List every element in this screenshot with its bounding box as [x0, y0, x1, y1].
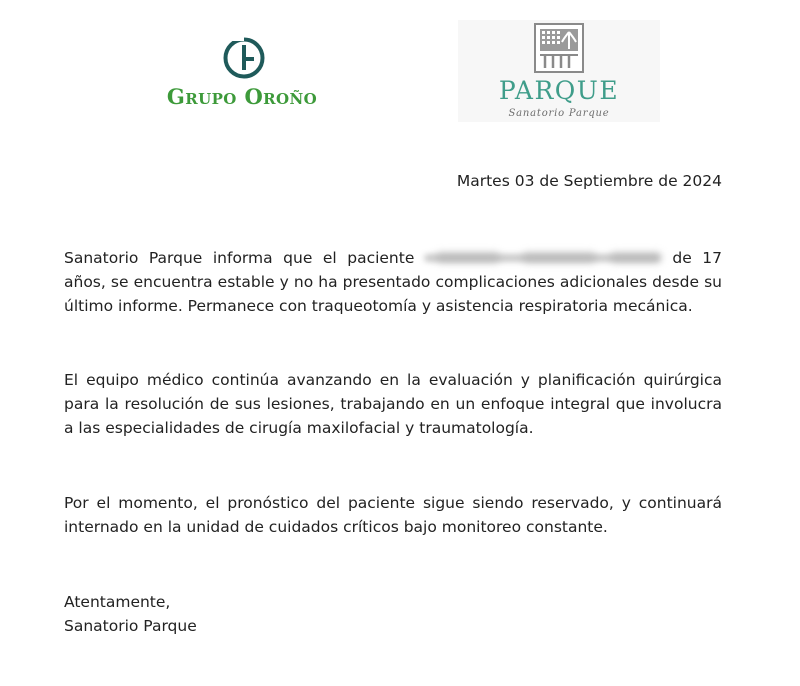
g-circle-logo-icon: [222, 36, 266, 80]
paragraph-patient-status: [64, 246, 722, 318]
closing-salutation: Atentamente,: [64, 593, 171, 611]
sanatorio-parque-logo: [458, 20, 660, 122]
paragraph-1-end: de 17 años, se encuentra estable y no ha presentado complicaciones adicionales desde su último informe. Permanece con traqueotomía y asistencia respiratoria mecánica.: [64, 249, 722, 315]
grupo-orono-logo: [140, 34, 350, 114]
parque-wordmark: PARQUE: [498, 76, 620, 105]
paragraph-prognosis: Por el momento, el pronóstico del paciente sigue siendo reservado, y continuará internado en la unidad de cuidados críticos bajo monitoreo constante.: [64, 494, 722, 536]
redacted-patient-name: [418, 250, 668, 265]
grupo-orono-wordmark: Grupo Oroño: [166, 84, 318, 109]
paragraph-1-start: Sanatorio Parque informa que el paciente: [64, 249, 415, 267]
letter-closing: [64, 590, 197, 638]
signature: Sanatorio Parque: [64, 617, 197, 635]
parque-subtitle: Sanatorio Parque: [508, 108, 610, 119]
building-logo-icon: [533, 22, 585, 74]
paragraph-medical-team: El equipo médico continúa avanzando en la evaluación y planificación quirúrgica para la resolución de sus lesiones, trabajando en un enfoque integral que involucra a las especialidades de cirugía maxilofacial y traumatología.: [64, 371, 722, 437]
letter-date: Martes 03 de Septiembre de 2024: [456, 172, 722, 190]
